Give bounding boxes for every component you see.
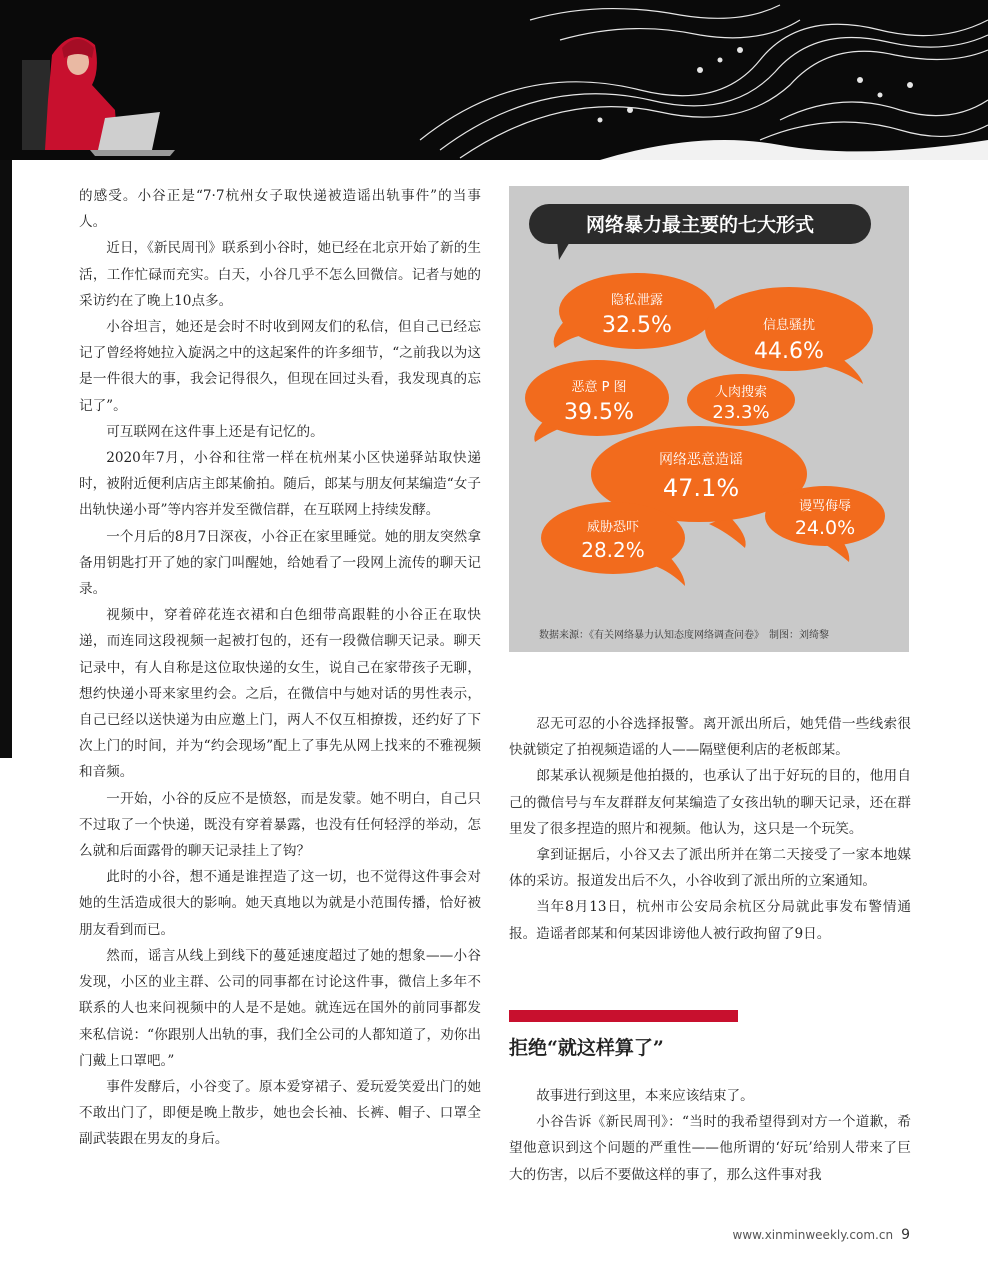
- header-illustration: [0, 0, 988, 160]
- bubble-label: 信息骚扰: [762, 318, 816, 333]
- wave-illustration: [0, 0, 988, 160]
- paragraph: 小谷告诉《新民周刊》：“当时的我希望得到对方一个道歉，希望他意识到这个问题的严重性——他所谓的‘好玩’给别人带来了巨大的伤害，以后不要做这样的事了，那么这件事对我: [509, 1114, 911, 1183]
- paragraph: 的感受。小谷正是“7·7杭州女子取快递被造谣出轨事件”的当事人。: [79, 188, 481, 231]
- bubble-value: 32.5%: [602, 313, 672, 338]
- bubble-label: 威胁恐吓: [586, 520, 640, 535]
- page-number: 9: [901, 1227, 910, 1243]
- infographic: [509, 186, 909, 652]
- bubble-label: 谩骂侮辱: [798, 499, 852, 514]
- paragraph: 郎某承认视频是他拍摄的，也承认了出于好玩的目的，他用自己的微信号与车友群群友何某编造了女孩出轨的聊天记录，还在群里发了很多捏造的照片和视频。他认为，这只是一个玩笑。: [509, 768, 911, 837]
- paragraph: 一个月后的8月7日深夜，小谷正在家里睡觉。她的朋友突然拿备用钥匙打开了她的家门叫醒她，给她看了一段网上流传的聊天记录。: [79, 528, 481, 598]
- bubble-label: 隐私泄露: [610, 293, 664, 308]
- paragraph: 拿到证据后，小谷又去了派出所并在第二天接受了一家本地媒体的采访。报道发出后不久，小谷收到了派出所的立案通知。: [509, 847, 911, 890]
- paragraph: 忍无可忍的小谷选择报警。离开派出所后，她凭借一些线索很快就锁定了拍视频造谣的人——隔壁便利店的老板郎某。: [509, 716, 911, 759]
- section-heading: 拒绝“就这样算了”: [509, 1037, 664, 1059]
- bubble-value: 23.3%: [712, 402, 770, 423]
- bubble-label: 恶意 P 图: [571, 380, 627, 395]
- left-edge-strip: [0, 160, 12, 758]
- paragraph: 可互联网在这件事上还是有记忆的。: [106, 423, 324, 440]
- infographic-source: 数据来源：《有关网络暴力认知态度网络调查问卷》 制图：刘绮黎: [539, 630, 829, 641]
- bubble-label: 网络恶意造谣: [659, 452, 743, 468]
- paragraph: 然而，谣言从线上到线下的蔓延速度超过了她的想象——小谷发现，小区的业主群、公司的同事都在讨论这件事，微信上多年不联系的人也来问视频中的人是不是她。就连远在国外的前同事都发来私信说：“你跟别人出轨的事，我们全公司的人都知道了，劝你出门戴上口罩吧。”: [79, 947, 481, 1069]
- paragraph: 小谷坦言，她还是会时不时收到网友们的私信，但自己已经忘记了曾经将她拉入旋涡之中的这起案件的许多细节，“之前我以为这是一件很大的事，我会记得很久，但现在回过头看，我发现真的忘记了”。: [79, 319, 481, 414]
- section-body: [509, 1083, 911, 1188]
- paragraph: 一开始，小谷的反应不是愤怒，而是发蒙。她不明白，自己只不过取了一个快递，既没有穿着暴露，也没有任何轻浮的举动，怎么就和后面露骨的聊天记录挂上了钩？: [79, 790, 481, 860]
- footer-url[interactable]: www.xinminweekly.com.cn: [732, 1228, 894, 1242]
- article-left-column: [79, 183, 481, 1153]
- infographic-graphic: [509, 186, 909, 652]
- bubble-value: 39.5%: [564, 400, 634, 425]
- paragraph: 此时的小谷，想不通是谁捏造了这一切，也不觉得这件事会对她的生活造成很大的影响。她天真地以为就是小范围传播，恰好被朋友看到而已。: [79, 869, 481, 938]
- article-right-column: [509, 711, 911, 947]
- bubble-value: 44.6%: [754, 339, 824, 364]
- paragraph: 视频中，穿着碎花连衣裙和白色细带高跟鞋的小谷正在取快递，而连同这段视频一起被打包的，还有一段微信聊天记录。聊天记录中，有人自称是这位取快递的女生，说自己在家带孩子无聊，想约快递小哥来家里约会。之后，在微信中与她对话的男性表示，自己已经以送快递为由应邀上门，两人不仅互相撩拨，还约好了下次上门的时间，并为“约会现场”配上了事先从网上找来的不雅视频和音频。: [79, 607, 481, 781]
- paragraph: 故事进行到这里，本来应该结束了。: [536, 1088, 754, 1104]
- bubble-label: 人肉搜索: [714, 385, 768, 400]
- paragraph: 2020年7月，小谷和往常一样在杭州某小区快递驿站取快递时，被附近便利店店主郎某偷拍。随后，郎某与朋友何某编造“女子出轨快递小哥”等内容并发至微信群，在互联网上持续发酵。: [79, 450, 481, 519]
- infographic-title: 网络暴力最主要的七大形式: [585, 214, 815, 236]
- section-divider-bar: [509, 1010, 738, 1022]
- bubble-value: 47.1%: [662, 474, 740, 502]
- page-footer: [700, 1227, 910, 1243]
- bubble-value: 24.0%: [794, 517, 856, 539]
- bubble-value: 28.2%: [581, 538, 645, 562]
- paragraph: 事件发酵后，小谷变了。原本爱穿裙子、爱玩爱笑爱出门的她不敢出门了，即便是晚上散步，她也会长袖、长裤、帽子、口罩全副武装跟在男友的身后。: [79, 1078, 481, 1148]
- paragraph: 近日，《新民周刊》联系到小谷时，她已经在北京开始了新的生活，工作忙碌而充实。白天，小谷几乎不怎么回微信。记者与她的采访约在了晚上10点多。: [79, 240, 481, 309]
- paragraph: 当年8月13日，杭州市公安局余杭区分局就此事发布警情通报。造谣者郎某和何某因诽谤他人被行政拘留了9日。: [509, 899, 911, 942]
